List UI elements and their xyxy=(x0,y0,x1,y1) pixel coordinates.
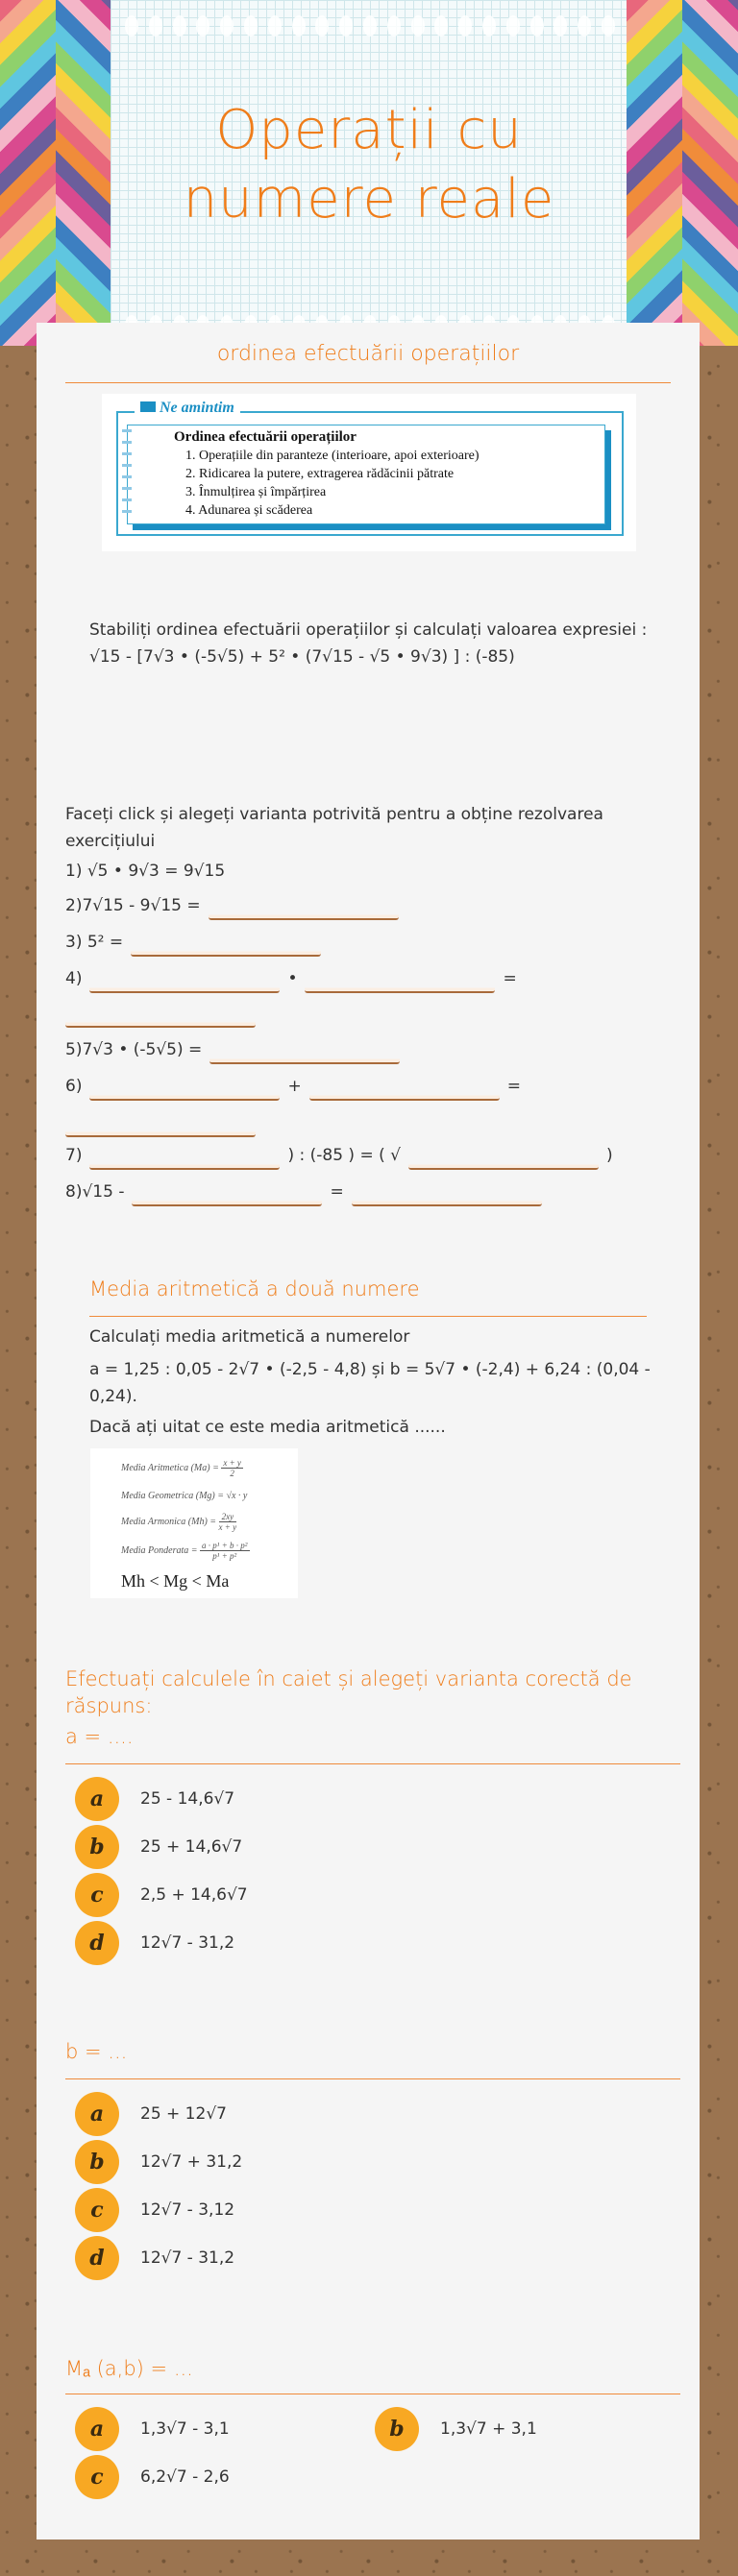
page-title: Operații cu numere reale xyxy=(183,99,555,231)
option-letter-badge: d xyxy=(75,2236,119,2280)
option-a[interactable]: a 25 - 14,6√7 xyxy=(75,1777,234,1821)
question-divider xyxy=(65,1763,680,1764)
order-item: 2. Ridicarea la putere, extragerea rădăcinii pătrate xyxy=(185,467,455,481)
answer-dropdown[interactable] xyxy=(309,1076,500,1101)
step-1: 1) √5 • 9√3 = 9√15 xyxy=(65,862,226,881)
step-6: 6) + = xyxy=(65,1072,521,1101)
option-b[interactable]: b 12√7 + 31,2 xyxy=(75,2140,242,2184)
order-item: 1. Operațiile din paranteze (interioare, apoi exterioare) xyxy=(185,449,480,463)
mean-reminder: Dacă ați uitat ce este media aritmetică ...... xyxy=(89,1418,446,1437)
question-mean-label: Mₐ (a,b) = ... xyxy=(65,2357,193,2380)
option-letter-badge: b xyxy=(75,2140,119,2184)
option-d[interactable]: d 12√7 - 31,2 xyxy=(75,1921,234,1965)
option-a[interactable]: a 25 + 12√7 xyxy=(75,2092,227,2136)
answer-dropdown[interactable] xyxy=(209,1039,400,1064)
chevron-pattern-left xyxy=(0,0,56,346)
answer-dropdown[interactable] xyxy=(65,1112,256,1137)
reminder-label: Ne amintim xyxy=(135,400,240,417)
section-title-order: ordinea efectuării operațiilor xyxy=(216,342,520,366)
means-formula-image: Media Aritmetica (Ma) = $\frac{x + y}{2}$ Media Geometrica (Mg) = √x · y Media Armonica (Mh) = $\frac{2xy}{x + y}$ Media Ponderata = $\frac{\text{a · p¹ + b · p²}}{\text{p¹ + p²}}$ Mh < Mg < Ma xyxy=(90,1448,298,1598)
means-inequality: Mh < Mg < Ma xyxy=(121,1571,230,1591)
expression-instruction: Stabiliți ordinea efectuării operațiilor și calculați valoarea expresiei : xyxy=(89,620,648,640)
reminder-image xyxy=(102,394,636,551)
expression: √15 - [7√3 • (-5√5) + 5² • (7√15 - √5 • 9√3) ] : (-85) xyxy=(89,647,515,667)
section-divider xyxy=(89,1316,647,1317)
option-a[interactable]: a 1,3√7 - 3,1 xyxy=(75,2407,230,2451)
option-c[interactable]: c 2,5 + 14,6√7 xyxy=(75,1873,248,1917)
option-letter-badge: b xyxy=(375,2407,419,2451)
option-c[interactable]: c 12√7 - 3,12 xyxy=(75,2188,234,2232)
option-letter-badge: b xyxy=(75,1825,119,1869)
option-letter-badge: c xyxy=(75,1873,119,1917)
question-a-label: a = .... xyxy=(65,1725,134,1748)
option-letter-badge: c xyxy=(75,2188,119,2232)
blue-square-icon xyxy=(140,401,156,412)
paper-holes-top xyxy=(125,15,615,38)
answer-dropdown[interactable] xyxy=(89,1076,280,1101)
chevron-pattern-left-2 xyxy=(56,0,111,346)
quiz-title: Efectuați calculele în caiet și alegeți varianta corectă de răspuns: xyxy=(65,1667,632,1717)
answer-dropdown[interactable] xyxy=(89,968,280,993)
step-7: 7) ) : (-85 ) = ( √ ) xyxy=(65,1141,613,1170)
step-5: 5)7√3 • (-5√5) = xyxy=(65,1035,407,1064)
chevron-pattern-right-2 xyxy=(682,0,738,346)
section-title-mean: Media aritmetică a două numere xyxy=(89,1277,420,1300)
step-8: 8)√15 - = xyxy=(65,1178,550,1206)
step-4: 4) • = xyxy=(65,964,517,993)
answer-dropdown[interactable] xyxy=(209,895,399,920)
section-divider xyxy=(65,382,671,383)
mean-instruction: Calculați media aritmetică a numerelor xyxy=(89,1327,410,1347)
step-2: 2)7√15 - 9√15 = xyxy=(65,891,406,920)
answer-dropdown[interactable] xyxy=(131,932,321,957)
mean-numbers: a = 1,25 : 0,05 - 2√7 • (-2,5 - 4,8) și b = 5√7 • (-2,4) + 6,24 : (0,04 - 0,24). xyxy=(89,1360,651,1406)
chevron-pattern-right xyxy=(627,0,682,346)
answer-dropdown[interactable] xyxy=(132,1181,322,1206)
option-letter-badge: c xyxy=(75,2455,119,2499)
answer-dropdown[interactable] xyxy=(408,1145,599,1170)
option-c[interactable]: c 6,2√7 - 2,6 xyxy=(75,2455,230,2499)
answer-dropdown[interactable] xyxy=(305,968,495,993)
spiral-binding-icon xyxy=(122,429,132,522)
reminder-note xyxy=(127,425,605,524)
header-banner xyxy=(0,0,738,346)
question-b-label: b = ... xyxy=(65,2040,128,2063)
answer-dropdown[interactable] xyxy=(352,1181,542,1206)
question-divider xyxy=(65,2078,680,2079)
order-item: 4. Adunarea și scăderea xyxy=(185,503,313,518)
option-letter-badge: a xyxy=(75,2407,119,2451)
order-list xyxy=(185,447,480,520)
option-letter-badge: a xyxy=(75,1777,119,1821)
step-3: 3) 5² = xyxy=(65,928,329,957)
order-item: 3. Înmulțirea și împărțirea xyxy=(185,485,327,499)
answer-dropdown[interactable] xyxy=(89,1145,280,1170)
answer-dropdown[interactable] xyxy=(65,1003,256,1028)
option-b[interactable]: b 1,3√7 + 3,1 xyxy=(375,2407,537,2451)
exercise-instruction: Faceți click și alegeți varianta potrivită pentru a obține rezolvarea exercițiului xyxy=(65,805,603,851)
option-letter-badge: d xyxy=(75,1921,119,1965)
option-b[interactable]: b 25 + 14,6√7 xyxy=(75,1825,242,1869)
option-d[interactable]: d 12√7 - 31,2 xyxy=(75,2236,234,2280)
option-letter-badge: a xyxy=(75,2092,119,2136)
reminder-heading: Ordinea efectuării operațiilor xyxy=(174,429,357,445)
content-card xyxy=(37,323,700,2540)
